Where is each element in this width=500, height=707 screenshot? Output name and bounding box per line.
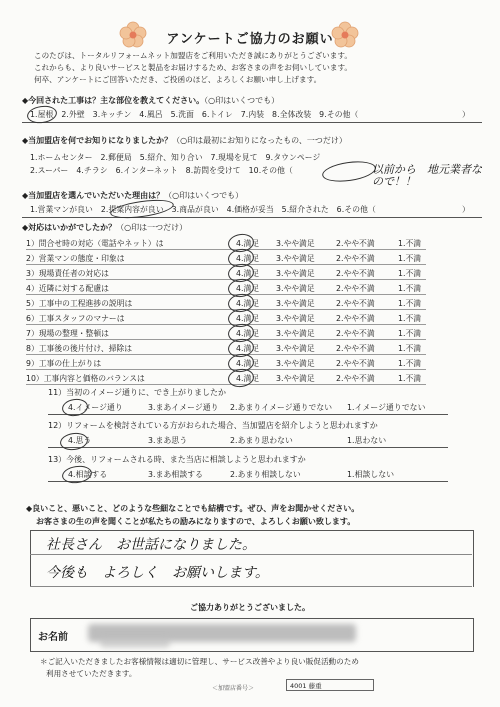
- question-heading: 12）リフォームを検討されている方がおられた場合、当加盟店を紹介しようと思われますか: [48, 421, 378, 430]
- option: 1.思わない: [347, 436, 387, 445]
- option: 3.まあ思う: [148, 436, 188, 445]
- scale-option: 1.不満: [398, 269, 422, 278]
- scale-option: 3.やや満足: [276, 284, 315, 293]
- satisfaction-row: [26, 371, 426, 385]
- scale-option: 2.やや不満: [336, 344, 375, 353]
- question-note: （○印は最初にお知りになったもの、一つだけ）: [172, 136, 347, 145]
- divider: [22, 217, 482, 218]
- satisfaction-row: [26, 266, 426, 280]
- question-note: （○印は一つだけ）: [116, 223, 188, 232]
- scale-option: 4.満足: [236, 299, 260, 308]
- option: 1.相談しない: [347, 470, 395, 479]
- scale-option: 2.やや不満: [336, 269, 375, 278]
- scale-option: 1.不満: [398, 284, 422, 293]
- store-number-box: 4001 藤重: [286, 679, 374, 691]
- question-heading: ◆今回された工事は？主な部位を教えてください。: [22, 96, 205, 105]
- scale-option: 3.やや満足: [276, 299, 315, 308]
- scale-option: 1.不満: [398, 314, 422, 323]
- row-divider: [26, 279, 426, 280]
- scale-option: 4.満足: [236, 269, 260, 278]
- row-label: 2）営業マンの態度・印象は: [26, 254, 125, 263]
- row-label: 8）工事後の後片付け、掃除は: [26, 344, 133, 353]
- satisfaction-row: [26, 311, 426, 325]
- options: 1.営業マンが良い 2.提案内容が良い 3.商品が良い 4.価格が妥当 5.紹介された 6.その他（: [30, 205, 376, 214]
- scale-option: 1.不満: [398, 359, 422, 368]
- scale-option: 3.やや満足: [276, 329, 315, 338]
- scale-option: 4.満足: [236, 239, 260, 248]
- scale-option: 1.不満: [398, 299, 422, 308]
- scale-option: 1.不満: [398, 374, 422, 383]
- row-label: 10）工事内容と価格のバランスは: [26, 374, 145, 383]
- row-label: 7）現場の整理・整頓は: [26, 329, 109, 338]
- row-divider: [26, 294, 426, 295]
- row-label: 3）現場責任者の対応は: [26, 269, 109, 278]
- row-divider: [26, 324, 426, 325]
- question-note: （○印はいくつでも）: [204, 96, 280, 105]
- comment-line: [30, 586, 472, 587]
- intro-line: これからも、より良いサービスと製品をお届けするため、お客さまの声をお伺いしています。: [34, 63, 353, 72]
- row-label: 6）工事スタッフのマナーは: [26, 314, 125, 323]
- satisfaction-row: [26, 251, 426, 265]
- row-label: 4）近隣に対する配慮は: [26, 284, 109, 293]
- comment-line: [30, 554, 472, 555]
- question-note: （○印はいくつでも）: [164, 191, 244, 200]
- scale-option: 3.やや満足: [276, 269, 315, 278]
- question-recommend: [22, 420, 482, 450]
- question-heading: 13）今後、リフォームされる時、また当店に相談しようと思われますか: [48, 455, 306, 464]
- divider: [48, 414, 448, 415]
- options-close: ）: [462, 110, 470, 119]
- store-label: ＜加盟店番号＞: [212, 685, 255, 692]
- options-row-1: 1.ホームセンター 2.郵便局 5.紹介、知り合い 7.現場を見て 9.タウンページ: [30, 153, 321, 162]
- row-label: 5）工事中の工程進捗の説明は: [26, 299, 133, 308]
- row-label: 1）問合せ時の対応（電話やネット）は: [26, 239, 164, 248]
- option: 4.相談する: [68, 470, 108, 479]
- option: 2.あまり思わない: [230, 436, 293, 445]
- scale-option: 4.満足: [236, 284, 260, 293]
- scale-option: 4.満足: [236, 344, 260, 353]
- handwritten-comment: 社長さん お世話になりました。: [46, 537, 256, 553]
- scale-option: 3.やや満足: [276, 314, 315, 323]
- privacy-note: ＊ご記入いただきましたお客様情報は適切に管理し、サービス改善やより良い販促活動のため: [40, 657, 359, 666]
- row-divider: [26, 249, 426, 250]
- scale-option: 3.やや満足: [276, 239, 315, 248]
- row-divider: [26, 339, 426, 340]
- scale-option: 2.やや不満: [336, 284, 375, 293]
- scale-option: 4.満足: [236, 314, 260, 323]
- divider: [22, 122, 482, 123]
- row-divider: [26, 309, 426, 310]
- satisfaction-row: [26, 281, 426, 295]
- name-label: お名前: [38, 632, 68, 643]
- divider: [48, 447, 448, 448]
- scale-option: 2.やや不満: [336, 254, 375, 263]
- row-divider: [26, 369, 426, 370]
- scale-option: 2.やや不満: [336, 314, 375, 323]
- scale-option: 4.満足: [236, 359, 260, 368]
- question-reason: [22, 190, 482, 220]
- scale-option: 2.やや不満: [336, 374, 375, 383]
- scale-option: 4.満足: [236, 329, 260, 338]
- row-divider: [26, 264, 426, 265]
- scale-option: 3.やや満足: [276, 374, 315, 383]
- comment-heading: ◆良いこと、悪いこと、どのような些細なことでも結構です。ぜひ、声をお聞かせください。: [26, 504, 360, 513]
- intro-line: 何卒、アンケートにご回答いただき、ご投函のほど、よろしくお願い申し上げます。: [34, 75, 322, 84]
- row-divider: [26, 384, 426, 385]
- comment-subheading: お客さまの生の声を聞くことが私たちの励みになりますので、よろしくお願い致します。: [36, 517, 356, 526]
- option: 4.思う: [68, 436, 92, 445]
- option: 1.イメージ通りでない: [347, 403, 426, 412]
- privacy-note: 利用させていただきます。: [46, 669, 137, 678]
- scale-option: 2.やや不満: [336, 239, 375, 248]
- scale-option: 1.不満: [398, 344, 422, 353]
- option: 4.イメージ通り: [68, 403, 123, 412]
- question-consult-again: [22, 454, 482, 484]
- answer-circle: [227, 367, 255, 388]
- scale-option: 1.不満: [398, 329, 422, 338]
- satisfaction-row: [26, 236, 426, 250]
- scale-option: 1.不満: [398, 239, 422, 248]
- scale-option: 2.やや不満: [336, 299, 375, 308]
- options-close: ）: [462, 205, 470, 214]
- page-title: アンケートご協力のお願い: [166, 32, 334, 47]
- question-heading: ◆当加盟店を何でお知りになりましたか？: [22, 136, 173, 145]
- question-heading: ◆当加盟店を選んでいただいた理由は？: [22, 191, 165, 200]
- intro-line: このたびは、トータルリフォームネット加盟店をご利用いただき誠にありがとうございます。: [34, 51, 352, 60]
- question-satisfaction: [22, 222, 482, 236]
- scale-option: 3.やや満足: [276, 254, 315, 263]
- options: 1.屋根 2.外壁 3.キッチン 4.風呂 5.洗面 6.トイレ 7.内装 8.全体改装 9.その他（: [30, 110, 359, 119]
- divider: [48, 481, 448, 482]
- question-heading: ◆対応はいかがでしたか？: [22, 223, 117, 232]
- options-row-2: 2.スーパー 4.チラシ 6.インターネット 8.訪問を受けて 10.その他（: [30, 166, 293, 175]
- scale-option: 2.やや不満: [336, 359, 375, 368]
- satisfaction-row: [26, 341, 426, 355]
- question-image-match: [22, 387, 482, 417]
- scale-option: 4.満足: [236, 374, 260, 383]
- scale-option: 4.満足: [236, 254, 260, 263]
- handwritten-comment: 今後も よろしく お願いします。: [46, 565, 269, 581]
- redacted-name: [100, 638, 170, 648]
- satisfaction-row: [26, 296, 426, 310]
- question-work-type: [22, 95, 482, 125]
- row-label: 9）工事の仕上がりは: [26, 359, 102, 368]
- handwritten-other: 以前から 地元業者なので！！: [372, 163, 482, 188]
- scale-option: 1.不満: [398, 254, 422, 263]
- satisfaction-row: [26, 326, 426, 340]
- scale-option: 3.やや満足: [276, 359, 315, 368]
- option: 2.あまりイメージ通りでない: [230, 403, 333, 412]
- satisfaction-row: [26, 356, 426, 370]
- row-divider: [26, 354, 426, 355]
- option: 3.まあイメージ通り: [148, 403, 219, 412]
- thanks-text: ご協力ありがとうございました。: [190, 603, 310, 612]
- scale-option: 2.やや不満: [336, 329, 375, 338]
- question-heading: 11）当初のイメージ通りに、でき上がりましたか: [48, 388, 226, 397]
- scale-option: 3.やや満足: [276, 344, 315, 353]
- option: 2.あまり相談しない: [230, 470, 301, 479]
- option: 3.まあ相談する: [148, 470, 204, 479]
